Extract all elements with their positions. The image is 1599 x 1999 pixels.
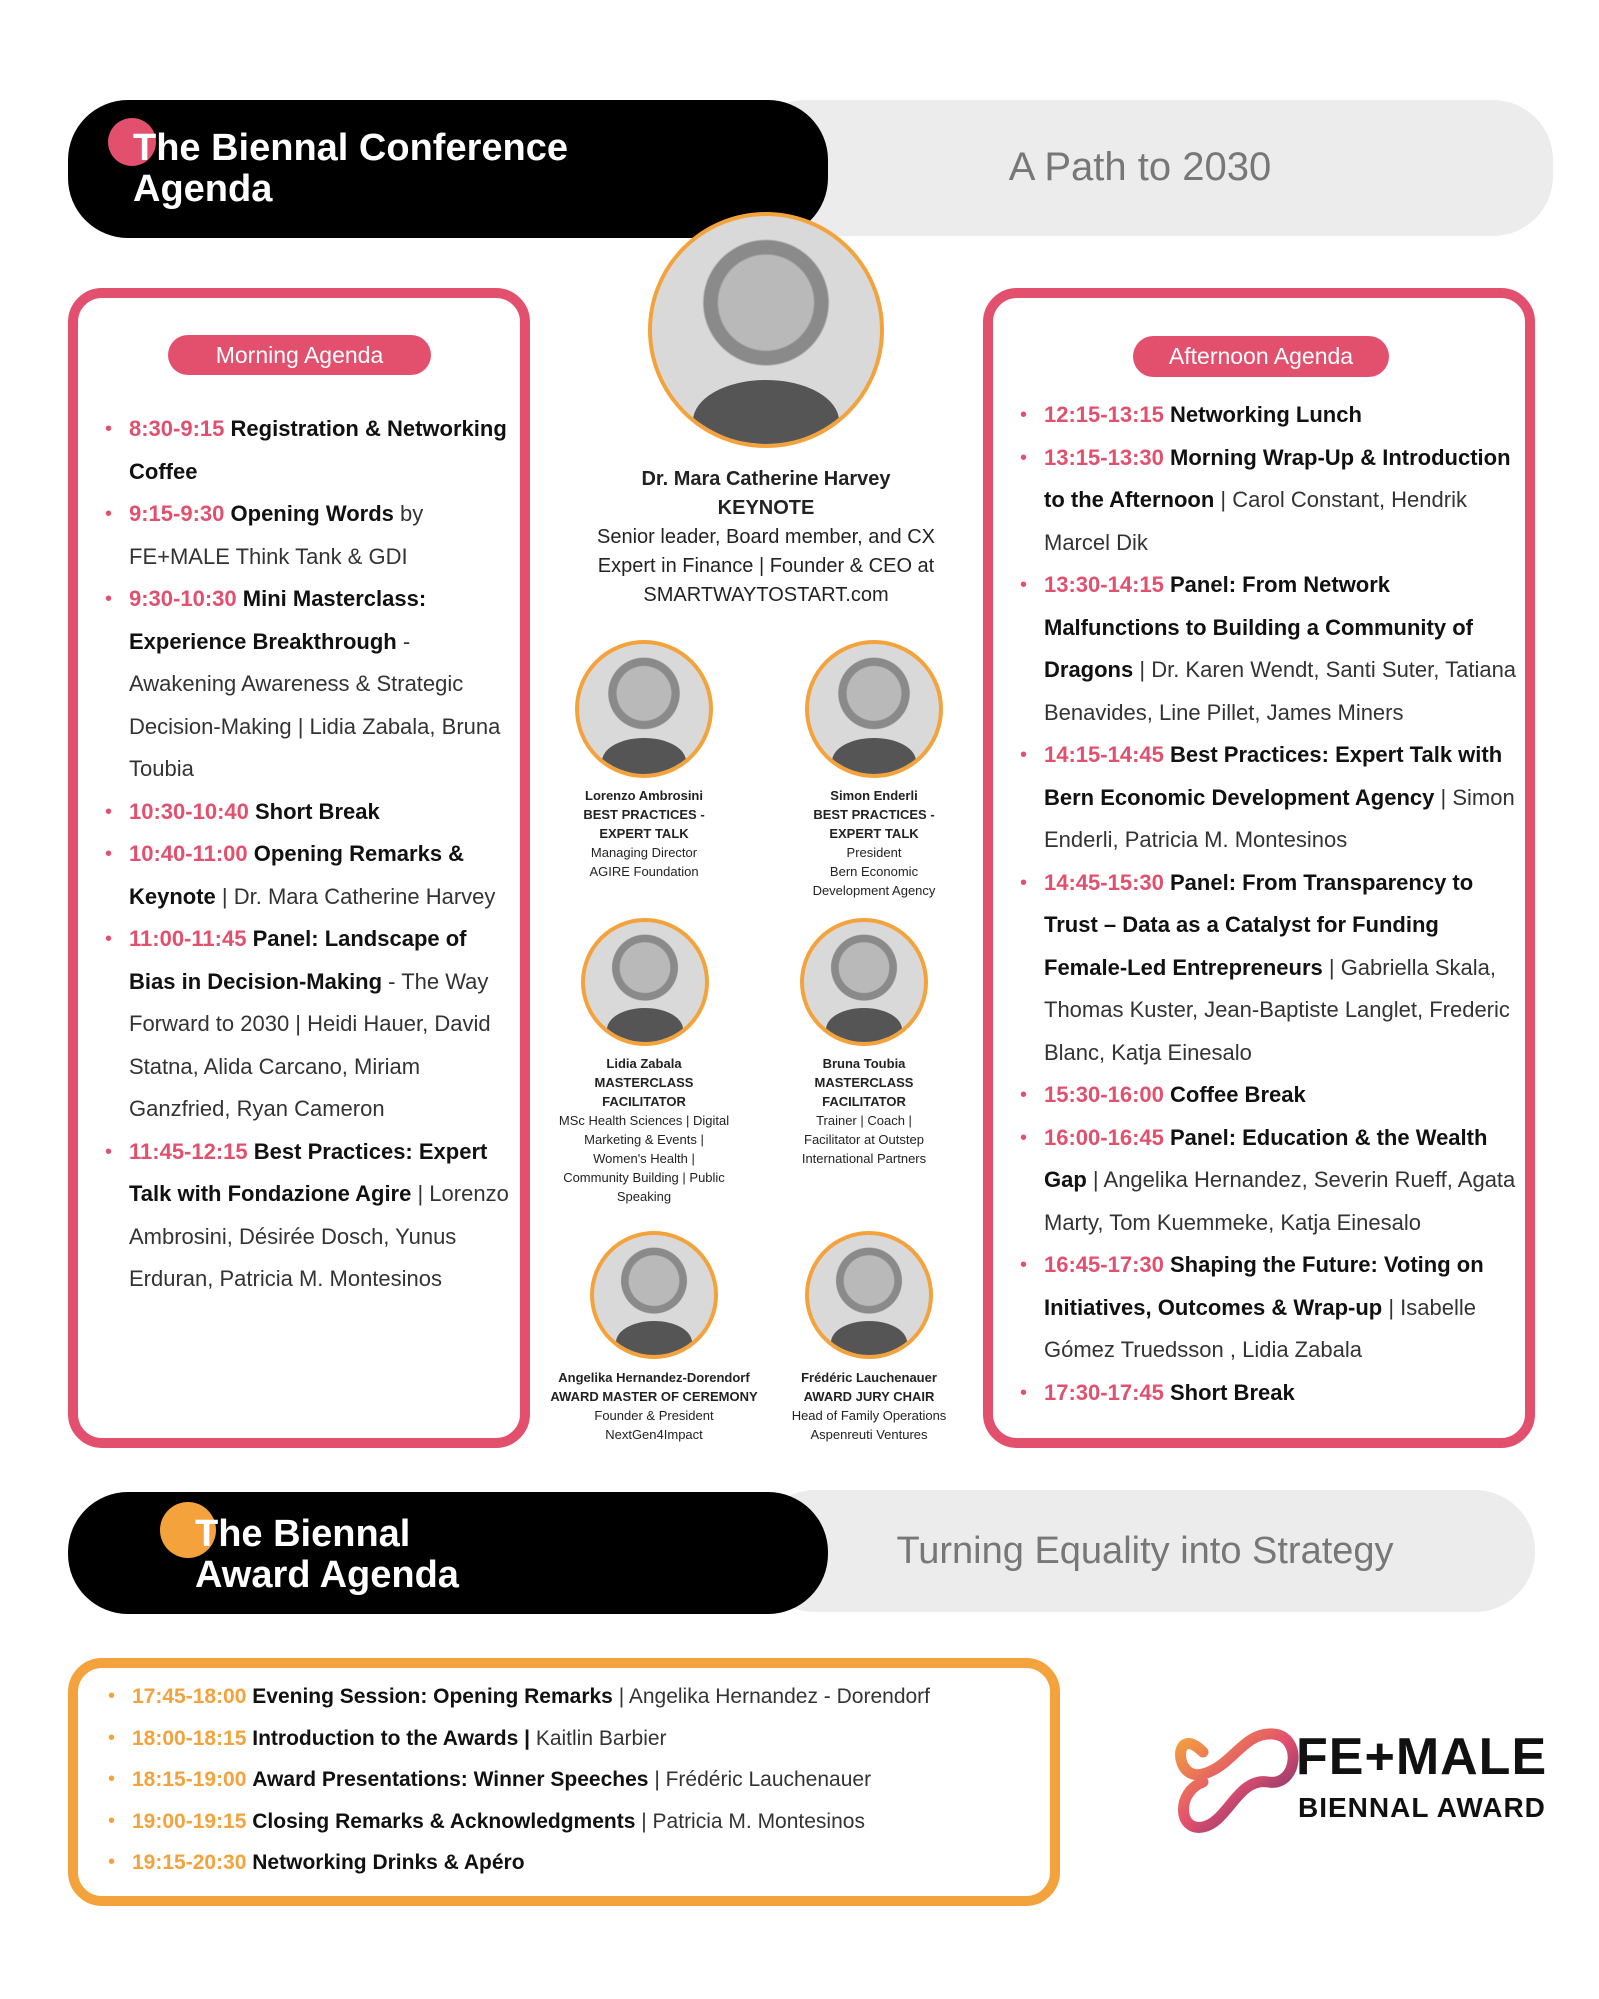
speaker-card bbox=[530, 1054, 758, 1206]
speaker-desc: Development Agency bbox=[812, 883, 936, 898]
agenda-detail: by FE+MALE Think Tank & GDI bbox=[129, 501, 424, 569]
morning-agenda-list bbox=[105, 408, 513, 1301]
agenda-title: Closing Remarks & Acknowledgments bbox=[252, 1809, 636, 1833]
agenda-detail: | Dr. Mara Catherine Harvey bbox=[215, 883, 496, 909]
agenda-title: Short Break bbox=[255, 798, 380, 824]
agenda-time: 17:30-17:45 bbox=[1044, 1379, 1164, 1405]
speaker-desc: President bbox=[846, 845, 902, 860]
agenda-time: 19:15-20:30 bbox=[132, 1851, 247, 1874]
agenda-time: 15:30-16:00 bbox=[1044, 1082, 1164, 1107]
agenda-time: 11:45-12:15 bbox=[129, 1138, 248, 1164]
speaker-card bbox=[750, 1054, 978, 1168]
keynote-role: KEYNOTE bbox=[717, 497, 815, 519]
speaker-name: Frédéric Lauchenauer bbox=[801, 1370, 937, 1385]
speaker-role: AWARD JURY CHAIR bbox=[803, 1389, 935, 1404]
agenda-time: 12:15-13:15 bbox=[1044, 402, 1164, 427]
agenda-time: 14:15-14:45 bbox=[1044, 742, 1164, 767]
agenda-title: Registration & Networking Coffee bbox=[129, 416, 507, 484]
agenda-time: 13:15-13:30 bbox=[1044, 444, 1164, 470]
agenda-item bbox=[1020, 1117, 1520, 1245]
agenda-item bbox=[1020, 1372, 1520, 1415]
logo-line1: FE+MALE bbox=[1296, 1728, 1548, 1786]
agenda-item bbox=[105, 918, 513, 1131]
conference-subtitle: A Path to 2030 bbox=[1008, 145, 1272, 189]
agenda-time: 14:45-15:30 bbox=[1044, 869, 1164, 895]
agenda-detail: - The Way Forward to 2030 | Heidi Hauer, David Statna, Alida Carcano, Miriam Ganzfried, Ryan Cameron bbox=[129, 968, 491, 1121]
agenda-item bbox=[108, 1759, 1038, 1801]
speaker-photo-simon bbox=[805, 640, 943, 778]
speaker-desc: Facilitator at Outstep bbox=[804, 1132, 924, 1147]
agenda-title: Opening Words bbox=[230, 501, 394, 526]
infinity-logo-icon bbox=[1168, 1712, 1308, 1842]
agenda-item bbox=[108, 1842, 1038, 1884]
speaker-desc: Community Building | Public bbox=[563, 1170, 725, 1185]
agenda-title: Introduction to the Awards | bbox=[252, 1726, 530, 1750]
speaker-role: FACILITATOR bbox=[602, 1094, 686, 1109]
speaker-card bbox=[530, 786, 758, 881]
agenda-item bbox=[105, 1131, 513, 1301]
agenda-item bbox=[1020, 564, 1520, 734]
speaker-desc: Marketing & Events | bbox=[584, 1132, 704, 1147]
award-title-line1: The Biennal bbox=[195, 1513, 411, 1555]
speaker-name: Lorenzo Ambrosini bbox=[585, 788, 703, 803]
speaker-name: Simon Enderli bbox=[830, 788, 918, 803]
agenda-detail: | Lorenzo Ambrosini, Désirée Dosch, Yunus Erduran, Patricia M. Montesinos bbox=[129, 1181, 509, 1291]
morning-agenda-label: Morning Agenda bbox=[168, 335, 431, 375]
agenda-item bbox=[108, 1676, 1038, 1718]
speaker-desc: Speaking bbox=[616, 1189, 672, 1204]
agenda-time: 18:00-18:15 bbox=[132, 1726, 247, 1750]
agenda-detail: | Isabelle Gómez Truedsson , Lidia Zabala bbox=[1044, 1294, 1476, 1362]
agenda-title: Coffee Break bbox=[1170, 1082, 1306, 1107]
agenda-time: 19:00-19:15 bbox=[132, 1809, 247, 1833]
agenda-detail: | Angelika Hernandez - Dorendorf bbox=[612, 1685, 931, 1708]
agenda-detail: | Patricia M. Montesinos bbox=[635, 1809, 865, 1833]
agenda-title: Mini Masterclass: Experience Breakthrough bbox=[129, 586, 427, 654]
speaker-role: BEST PRACTICES - bbox=[813, 807, 935, 822]
speaker-desc: Women's Health | bbox=[593, 1151, 695, 1166]
speaker-desc: Managing Director bbox=[590, 845, 698, 860]
award-title bbox=[195, 1514, 459, 1596]
agenda-item bbox=[105, 408, 513, 493]
agenda-title: Award Presentations: Winner Speeches bbox=[252, 1768, 649, 1791]
agenda-time: 10:40-11:00 bbox=[129, 841, 248, 866]
speaker-role: EXPERT TALK bbox=[599, 826, 689, 841]
agenda-title: Best Practices: Expert Talk with Bern Economic Development Agency bbox=[1044, 742, 1503, 810]
fe-male-logo bbox=[1168, 1712, 1548, 1842]
speaker-photo-lidia bbox=[581, 918, 709, 1046]
agenda-detail: | Dr. Karen Wendt, Santi Suter, Tatiana Benavides, Line Pillet, James Miners bbox=[1044, 657, 1517, 725]
speaker-name: Bruna Toubia bbox=[822, 1056, 906, 1071]
speaker-desc: International Partners bbox=[801, 1151, 927, 1166]
speaker-card bbox=[528, 1368, 780, 1444]
speaker-photo-angelika bbox=[590, 1231, 718, 1359]
agenda-title: Opening Remarks & Keynote bbox=[129, 841, 465, 909]
speaker-desc: Founder & President bbox=[594, 1408, 714, 1423]
agenda-item bbox=[105, 833, 513, 918]
agenda-title: Panel: From Transparency to Trust – Data as a Catalyst for Funding Female-Led Entrepreneurs bbox=[1044, 869, 1474, 980]
agenda-time: 16:00-16:45 bbox=[1044, 1124, 1164, 1150]
keynote-desc-line1: Senior leader, Board member, and CX bbox=[597, 526, 935, 548]
agenda-time: 16:45-17:30 bbox=[1044, 1252, 1164, 1277]
agenda-item bbox=[1020, 734, 1520, 862]
agenda-time: 9:15-9:30 bbox=[129, 501, 225, 526]
speaker-desc: MSc Health Sciences | Digital bbox=[558, 1113, 730, 1128]
agenda-time: 11:00-11:45 bbox=[129, 926, 247, 951]
agenda-item bbox=[1020, 394, 1520, 437]
agenda-detail: | Angelika Hernandez, Severin Rueff, Agata Marty, Tom Kuemmeke, Katja Einesalo bbox=[1044, 1167, 1516, 1235]
agenda-item bbox=[105, 493, 513, 578]
agenda-title: Shaping the Future: Voting on Initiatives, Outcomes & Wrap-up bbox=[1044, 1252, 1484, 1320]
agenda-item bbox=[105, 578, 513, 791]
speaker-desc: Trainer | Coach | bbox=[816, 1113, 912, 1128]
agenda-detail: | Frédéric Lauchenauer bbox=[648, 1768, 872, 1791]
award-subtitle: Turning Equality into Strategy bbox=[896, 1530, 1394, 1572]
agenda-title: Evening Session: Opening Remarks bbox=[252, 1685, 613, 1708]
agenda-item bbox=[105, 791, 513, 834]
keynote-name: Dr. Mara Catherine Harvey bbox=[641, 468, 891, 490]
agenda-title: Panel: From Network Malfunctions to Building a Community of Dragons bbox=[1044, 572, 1473, 682]
speaker-desc: Aspenreuti Ventures bbox=[810, 1427, 928, 1442]
speaker-desc: NextGen4Impact bbox=[605, 1427, 703, 1442]
agenda-item bbox=[108, 1801, 1038, 1843]
speaker-role: MASTERCLASS bbox=[814, 1075, 914, 1090]
agenda-title: Panel: Landscape of Bias in Decision-Making bbox=[129, 926, 467, 994]
agenda-title: Best Practices: Expert Talk with Fondazione Agire bbox=[129, 1138, 488, 1206]
agenda-item bbox=[1020, 1074, 1520, 1117]
speaker-desc: Bern Economic bbox=[829, 864, 919, 879]
speaker-photo-bruna bbox=[800, 918, 928, 1046]
agenda-title: Morning Wrap-Up & Introduction to the Afternoon bbox=[1044, 444, 1511, 512]
conference-title bbox=[133, 128, 568, 210]
agenda-time: 18:15-19:00 bbox=[132, 1768, 247, 1791]
speaker-card bbox=[760, 786, 988, 900]
agenda-time: 17:45-18:00 bbox=[132, 1685, 247, 1708]
keynote-info bbox=[560, 465, 972, 610]
speaker-desc: AGIRE Foundation bbox=[589, 864, 699, 879]
award-title-line2: Award Agenda bbox=[195, 1554, 459, 1596]
agenda-detail: - Awakening Awareness & Strategic Decision-Making | Lidia Zabala, Bruna Toubia bbox=[129, 628, 501, 781]
evening-agenda-list bbox=[108, 1676, 1038, 1884]
agenda-detail: | Simon Enderli, Patricia M. Montesinos bbox=[1044, 784, 1515, 852]
afternoon-agenda-label: Afternoon Agenda bbox=[1133, 336, 1389, 377]
speaker-role: BEST PRACTICES - bbox=[583, 807, 705, 822]
speaker-name: Lidia Zabala bbox=[606, 1056, 682, 1071]
agenda-item bbox=[1020, 437, 1520, 565]
agenda-title: Networking Lunch bbox=[1170, 402, 1362, 427]
afternoon-agenda-list bbox=[1020, 394, 1520, 1414]
speaker-photo-frederic bbox=[805, 1231, 933, 1359]
agenda-time: 10:30-10:40 bbox=[129, 798, 249, 824]
agenda-time: 9:30-10:30 bbox=[129, 586, 237, 611]
agenda-detail: | Gabriella Skala, Thomas Kuster, Jean-Baptiste Langlet, Frederic Blanc, Katja Einesalo bbox=[1044, 954, 1510, 1065]
speaker-photo-lorenzo bbox=[575, 640, 713, 778]
keynote-desc-line3: SMARTWAYTOSTART.com bbox=[643, 584, 889, 606]
speaker-desc: Head of Family Operations bbox=[791, 1408, 947, 1423]
speaker-name: Angelika Hernandez-Dorendorf bbox=[558, 1370, 750, 1385]
agenda-time: 13:30-14:15 bbox=[1044, 572, 1164, 597]
agenda-item bbox=[1020, 1244, 1520, 1372]
conference-title-line1: The Biennal Conference bbox=[133, 127, 568, 169]
speaker-role: MASTERCLASS bbox=[594, 1075, 694, 1090]
agenda-detail: | Carol Constant, Hendrik Marcel Dik bbox=[1044, 487, 1467, 555]
agenda-title: Networking Drinks & Apéro bbox=[252, 1851, 525, 1874]
speaker-role: EXPERT TALK bbox=[829, 826, 919, 841]
keynote-photo bbox=[648, 212, 884, 448]
keynote-desc-line2: Expert in Finance | Founder & CEO at bbox=[597, 555, 935, 577]
conference-title-line2: Agenda bbox=[133, 168, 273, 210]
speaker-role: FACILITATOR bbox=[822, 1094, 906, 1109]
agenda-title: Panel: Education & the Wealth Gap bbox=[1044, 1124, 1488, 1192]
agenda-title: Short Break bbox=[1170, 1379, 1295, 1405]
speaker-role: AWARD MASTER OF CEREMONY bbox=[550, 1389, 758, 1404]
agenda-detail: Kaitlin Barbier bbox=[529, 1726, 667, 1750]
logo-line2: BIENNAL AWARD bbox=[1298, 1792, 1546, 1823]
agenda-time: 8:30-9:15 bbox=[129, 416, 225, 441]
agenda-item bbox=[108, 1718, 1038, 1760]
agenda-item bbox=[1020, 862, 1520, 1075]
speaker-card bbox=[758, 1368, 980, 1444]
